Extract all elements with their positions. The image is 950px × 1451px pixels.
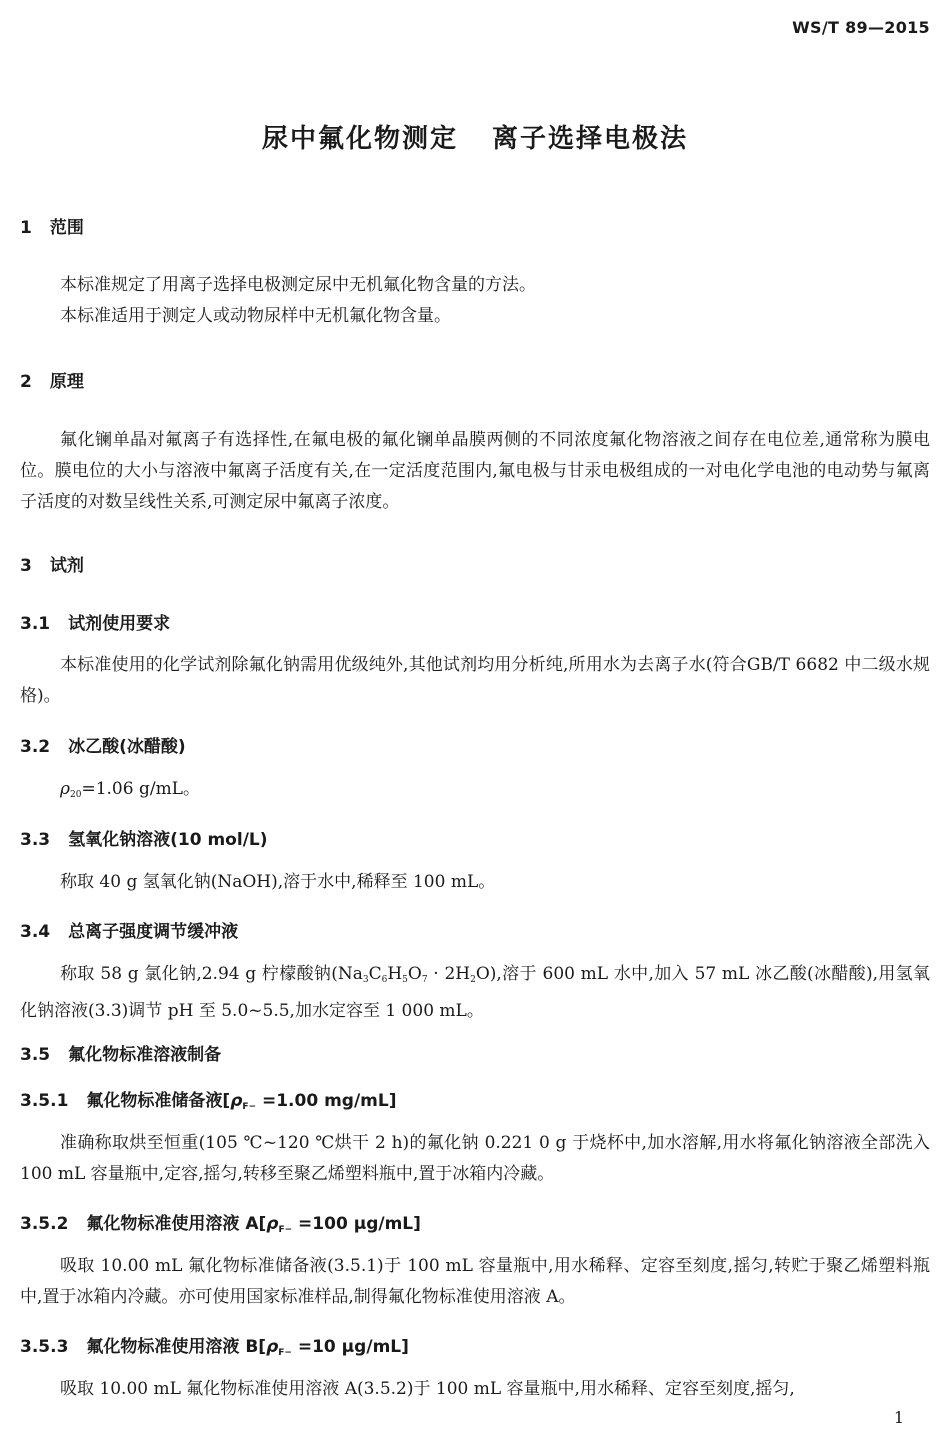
concentration-value: =100 μg/mL] [292,1214,421,1234]
section-title [86,1091,396,1111]
section-title: 氢氧化钠溶液(10 mol/L) [68,830,268,850]
sec1-para-2: 本标准适用于测定人或动物尿样中无机氟化物含量。 [60,306,451,326]
section-number: 3.5.1 [20,1091,69,1111]
section-title: 范围 [49,218,84,238]
sec3-4-para [20,959,930,1027]
section-title: 试剂使用要求 [68,614,171,634]
section-2-heading [20,367,84,392]
text-run: C [368,964,382,984]
title-method: 离子选择电极法 [492,124,689,154]
section-3-3-heading [20,825,268,850]
sec3-5-3-para: 吸取 10.00 mL 氟化物标准使用溶液 A(3.5.2)于 100 mL 容量瓶中,用水稀释、定容至刻度,摇匀, [60,1379,795,1399]
section-3-1-heading [20,609,170,634]
section-number: 2 [20,372,32,392]
subscript: 3 [362,975,369,985]
section-title [86,1214,421,1234]
document-title [0,118,950,155]
subscript: 7 [421,975,428,985]
subscript: 5 [402,975,408,985]
sec3-1-para: 本标准使用的化学试剂除氟化钠需用优级纯外,其他试剂均用分析纯,所用水为去离子水(符合GB/T 6682 中二级水规格)。 [20,655,930,706]
concentration-value: =1.00 mg/mL] [256,1091,397,1111]
rho-symbol: ρ [266,1337,279,1357]
section-title: 试剂 [49,556,84,576]
sec3-2-density [20,774,930,811]
section-number: 1 [20,218,32,238]
sec2-para: 氟化镧单晶对氟离子有选择性,在氟电极的氟化镧单晶膜两侧的不同浓度氟化物溶液之间存在电位差,通常称为膜电位。膜电位的大小与溶液中氟离子活度有关,在一定活度范围内,氟电极与甘汞电极组成的一对电化学电池的电动势与氟离子活度的对数呈线性关系,可测定尿中氟离子浓度。 [20,430,930,512]
sec3-5-2-para: 吸取 10.00 mL 氟化物标准储备液(3.5.1)于 100 mL 容量瓶中,用水稀释、定容至刻度,摇匀,转贮于聚乙烯塑料瓶中,置于冰箱内冷藏。亦可使用国家标准样品,制得氟化物标准使用溶液 A。 [20,1256,930,1307]
section-1-heading [20,213,84,238]
sec3-3-para: 称取 40 g 氢氧化钠(NaOH),溶于水中,稀释至 100 mL。 [60,872,496,892]
rho-symbol: ρ [60,779,70,799]
concentration-value: =10 μg/mL] [291,1337,409,1357]
text-run: 称取 58 g 氯化钠,2.94 g 柠檬酸钠(Na [60,964,363,984]
section-number: 3.1 [20,614,51,634]
subscript: 6 [381,975,388,985]
standard-code: WS/T 89—2015 [792,18,930,37]
rho-symbol: ρ [266,1214,279,1234]
subscript: 2 [470,975,476,985]
section-3-5-3-heading [20,1332,409,1358]
section-3-4-heading [20,917,238,942]
rho-subscript: F− [278,1225,293,1235]
section-title: 冰乙酸(冰醋酸) [68,737,186,757]
section-number: 3.5.2 [20,1214,69,1234]
section-number: 3.2 [20,737,51,757]
rho-subscript: F− [242,1102,257,1112]
sec3-5-1-para: 准确称取烘至恒重(105 ℃~120 ℃烘干 2 h)的氟化钠 0.221 0 g 于烧杯中,加水溶解,用水将氟化钠溶液全部洗入 100 mL 容量瓶中,定容,摇匀,转移至聚乙烯塑料瓶中,置于冰箱内冷藏。 [20,1133,930,1184]
section-number: 3.5.3 [20,1337,69,1357]
sec1-para-1: 本标准规定了用离子选择电极测定尿中无机氟化物含量的方法。 [60,275,536,295]
text-run: · 2H [427,964,471,984]
section-3-heading [20,551,84,576]
page-number: 1 [893,1408,904,1427]
section-3-5-1-heading [20,1086,397,1112]
section-3-5-2-heading [20,1209,421,1235]
section-number: 3.5 [20,1045,51,1065]
density-value: =1.06 g/mL。 [81,779,200,799]
section-title [86,1337,408,1357]
text-run: H [387,964,403,984]
section-3-5-heading [20,1040,221,1065]
rho-subscript: F− [278,1348,292,1358]
section-number: 3.3 [20,830,51,850]
rho-symbol: ρ [230,1091,243,1111]
text-run: O),溶于 600 mL 水中,加入 57 mL 冰乙酸(冰醋酸),用氢氧化钠溶液(3.3)调节 pH 至 5.0~5.5,加水定容至 1 000 mL。 [20,964,930,1021]
section-title: 总离子强度调节缓冲液 [68,922,239,942]
section-number: 3.4 [20,922,51,942]
section-3-2-heading [20,732,186,757]
rho-subscript: 20 [70,790,82,800]
title-text: 氟化物标准储备液[ [86,1091,231,1111]
section-title: 原理 [49,372,84,392]
section-title: 氟化物标准溶液制备 [68,1045,222,1065]
section-number: 3 [20,556,32,576]
title-text: 氟化物标准使用溶液 B[ [86,1337,267,1357]
title-main: 尿中氟化物测定 [261,124,458,154]
text-run: O [407,964,422,984]
title-text: 氟化物标准使用溶液 A[ [86,1214,267,1234]
